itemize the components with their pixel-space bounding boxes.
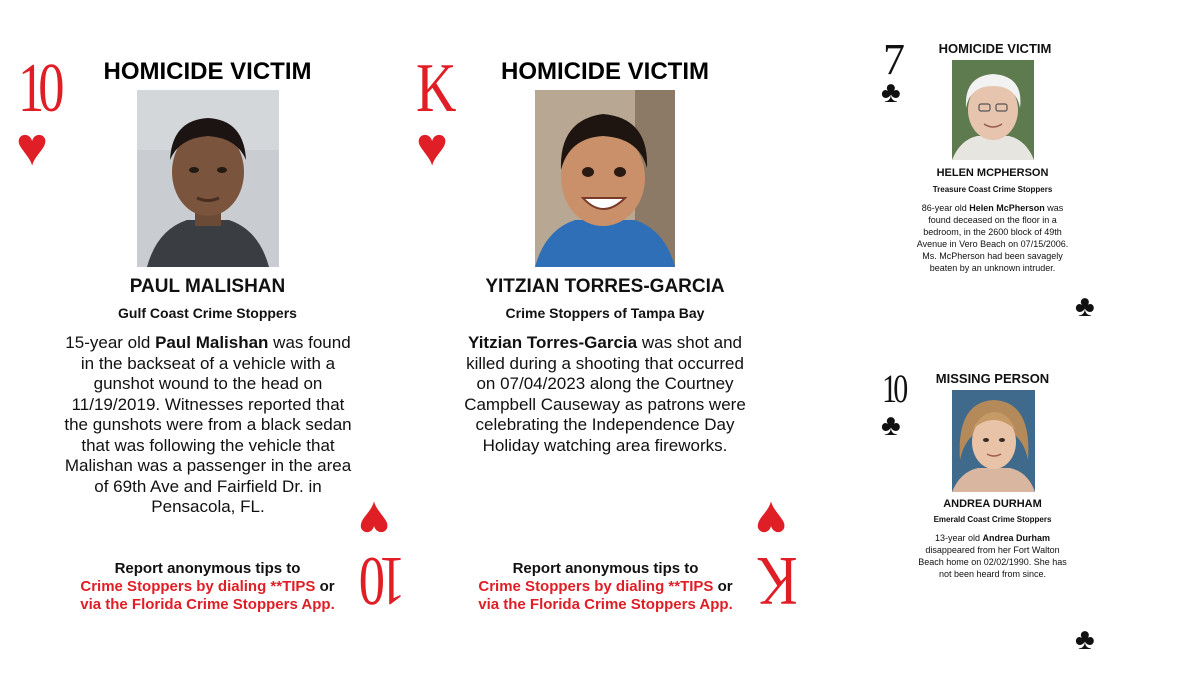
case-description [455, 333, 755, 456]
card-rank-top: 10 [18, 50, 59, 127]
crime-stoppers-org: Gulf Coast Crime Stoppers [118, 305, 297, 321]
heart-suit-icon: ♥ [416, 117, 449, 177]
card-category: HOMICIDE VICTIM [501, 58, 709, 85]
description-body: was found in the backseat of a vehicle with a gunshot wound to the head on 11/19/2019. Witnesses reported that the gunshots were from a black sedan that was following the vehicle that Malishan was a passenger in the area of 69th Ave and Fairfield Dr. in Pensacola, FL. [64, 333, 352, 516]
club-suit-icon-bottom: ♣ [1075, 623, 1095, 656]
tips-line-3: via the Florida Crime Stoppers App. [478, 596, 733, 613]
victim-name: PAUL MALISHAN [129, 276, 286, 297]
victim-name-bold: Andrea Durham [982, 533, 1051, 543]
portrait-image [952, 60, 1034, 160]
card-rank-top: K [416, 50, 457, 127]
description-body: was found deceased on the floor in a bedroom, in the 2600 block of 49th Avenue in Vero Beach on 07/15/2006. Ms. McPherson had been savagely beaten by an unknown intruder. [916, 203, 1069, 273]
victim-name: HELEN MCPHERSON [936, 167, 1049, 179]
portrait-image [952, 390, 1035, 492]
card-rank-top: 10 [882, 366, 905, 411]
case-description [915, 532, 1070, 580]
card-rank-top: 7 [883, 35, 905, 84]
description-prefix: 13-year old [934, 533, 983, 543]
club-suit-icon: ♣ [881, 76, 901, 109]
portrait-image [137, 90, 279, 267]
victim-name-bold: Yitzian Torres-Garcia [467, 333, 638, 352]
description-body: disappeared from her Fort Walton Beach home on 02/02/1990. She has not been heard from since. [918, 545, 1067, 579]
victim-name: ANDREA DURHAM [943, 498, 1042, 510]
victim-name-bold: Helen McPherson [969, 203, 1045, 213]
tips-notice [55, 560, 360, 614]
card-category: HOMICIDE VICTIM [103, 58, 312, 85]
heart-suit-icon-bottom: ♥ [755, 490, 788, 550]
description-body: was shot and killed during a shooting that occurred on 07/04/2023 along the Courtney Campbell Causeway as patrons were celebrating the Independence Day Holiday watching area fireworks. [464, 333, 746, 455]
case-description [58, 333, 358, 518]
tips-line-1: Report anonymous tips to [114, 560, 301, 577]
victim-photo [952, 60, 1034, 160]
description-prefix: 86-year old [921, 203, 970, 213]
tips-line-1: Report anonymous tips to [512, 560, 699, 577]
description-prefix: 15-year old [65, 333, 156, 352]
card-category: HOMICIDE VICTIM [938, 41, 1052, 56]
case-description [910, 202, 1075, 274]
club-suit-icon: ♣ [881, 409, 901, 442]
crime-stoppers-org: Treasure Coast Crime Stoppers [932, 185, 1053, 194]
tips-line-2-or: or [713, 578, 733, 595]
tips-line-3: via the Florida Crime Stoppers App. [80, 596, 335, 613]
victim-name: YITZIAN TORRES-GARCIA [485, 276, 725, 297]
victim-photo [952, 390, 1035, 492]
card-ten-of-clubs [875, 365, 1105, 665]
heart-suit-icon-bottom: ♥ [358, 490, 391, 550]
card-category: MISSING PERSON [935, 371, 1050, 386]
victim-photo [535, 90, 675, 267]
victim-photo [137, 90, 279, 267]
tips-line-2-red: Crime Stoppers by dialing **TIPS [80, 578, 316, 595]
card-rank-bottom: K [757, 542, 798, 619]
card-rank-bottom: 10 [364, 542, 406, 619]
card-ten-of-hearts [0, 0, 406, 675]
card-seven-of-clubs [875, 30, 1105, 340]
heart-suit-icon: ♥ [16, 117, 49, 177]
card-king-of-hearts [400, 0, 820, 675]
crime-stoppers-org: Emerald Coast Crime Stoppers [933, 515, 1052, 524]
tips-notice [453, 560, 758, 614]
tips-line-2-red: Crime Stoppers by dialing **TIPS [478, 578, 714, 595]
tips-line-2-or: or [315, 578, 335, 595]
crime-stoppers-org: Crime Stoppers of Tampa Bay [505, 305, 705, 321]
victim-name-bold: Paul Malishan [155, 333, 269, 352]
portrait-image [535, 90, 675, 267]
club-suit-icon-bottom: ♣ [1075, 290, 1095, 323]
